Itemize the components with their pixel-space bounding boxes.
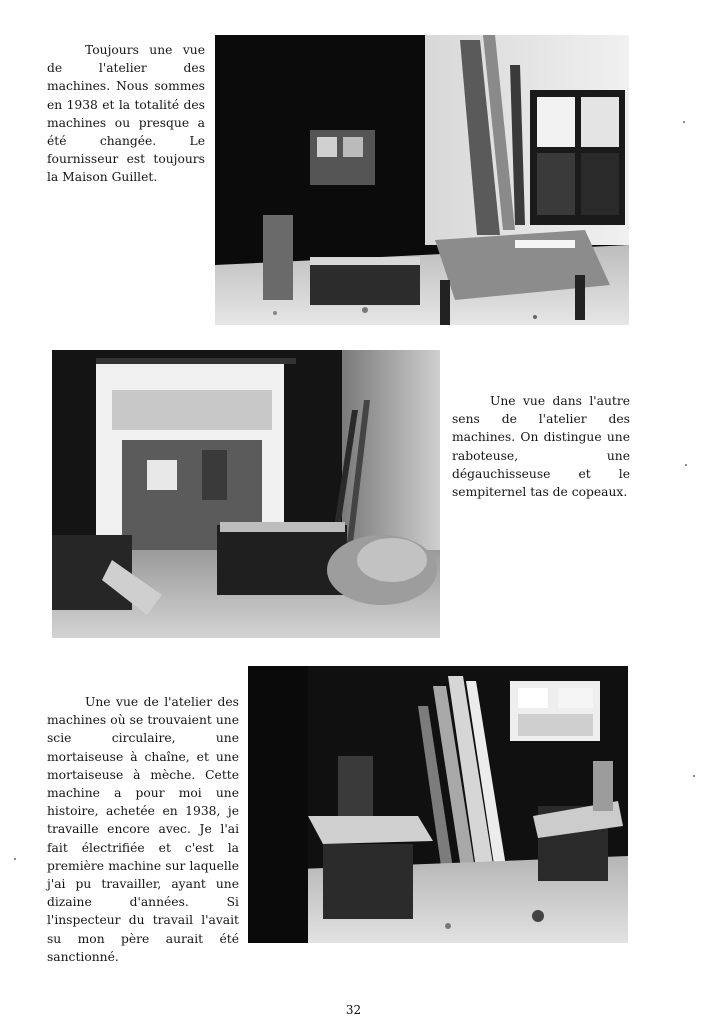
caption-machine-workshop-1938 bbox=[47, 41, 205, 187]
photo-mortising-machines bbox=[248, 666, 628, 943]
page-number: 32 bbox=[345, 1003, 362, 1017]
scan-speck bbox=[683, 121, 685, 123]
caption-text: Une vue dans l'autre sens de l'atelier des machines. On distingue une raboteuse, une dégauchisseuse et le sempiternel tas de copeaux. bbox=[452, 394, 630, 500]
photo-workshop-opposite-view bbox=[52, 350, 440, 638]
caption-text: Toujours une vue de l'atelier des machines. Nous sommes en 1938 et la totalité des machines ou presque a été changée. Le fournisseur est toujours la Maison Guillet. bbox=[47, 43, 205, 185]
scan-speck bbox=[693, 775, 695, 777]
scan-speck bbox=[14, 858, 16, 860]
caption-opposite-view bbox=[452, 392, 630, 501]
scan-speck bbox=[685, 464, 687, 466]
photo-machine-workshop-1938 bbox=[215, 35, 629, 325]
caption-text: Une vue de l'atelier des machines où se trouvaient une scie circulaire, une mortaiseuse à chaîne, et une mortaiseuse à mèche. Cette machine a pour moi une histoire, achetée en 1938, je travaille encore avec. Je l'ai fait électrifiée et c'est la première machine sur laquelle j'ai pu travailler, ayant une dizaine d'années. Si l'inspecteur du travail l'avait su mon père aurait été sanctionné. bbox=[47, 695, 239, 964]
caption-mortising-machines bbox=[47, 693, 239, 966]
